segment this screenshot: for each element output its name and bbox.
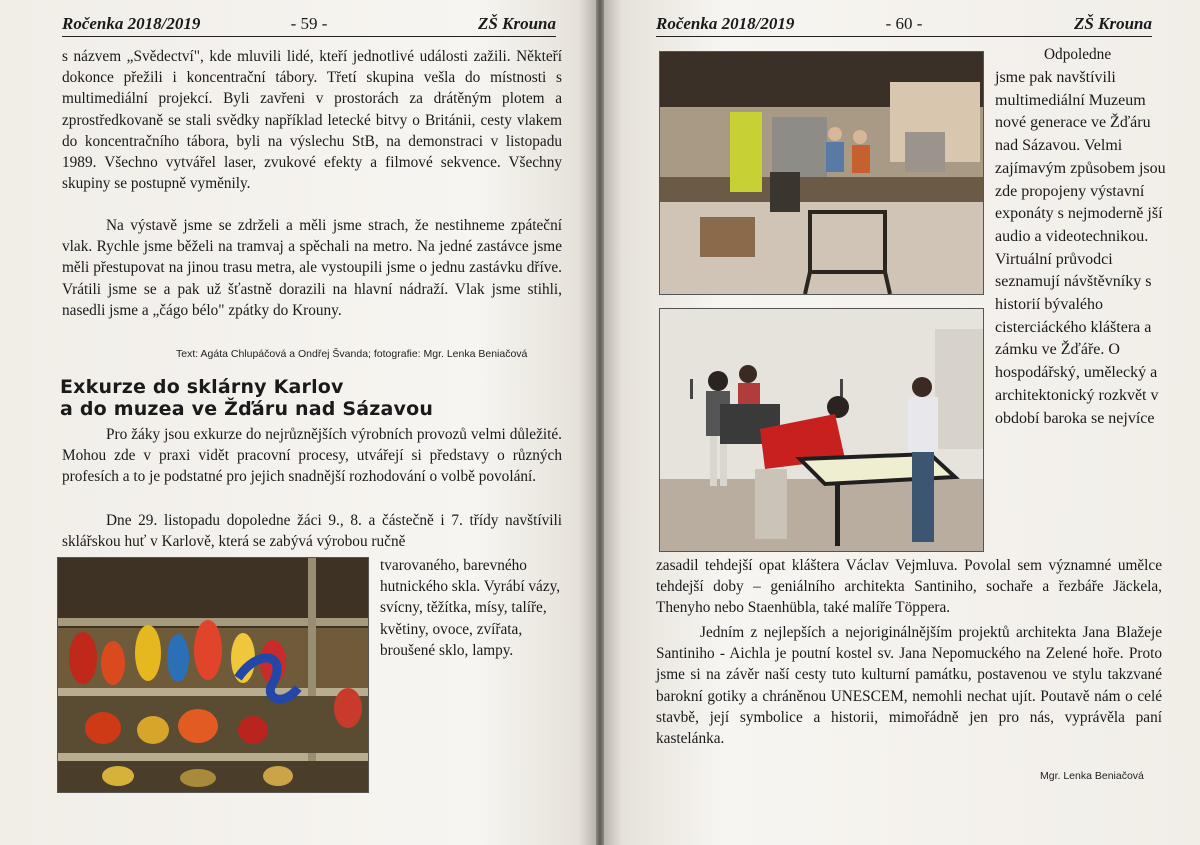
article-paragraph: jsme pak navštívili multimediální Muzeum nové generace ve Žďáru nad Sázavou. Velmi zajímavým způsobem jsou zde propojeny výstavní exponáty s nejmoderně jší audio a videotechnikou. Virtuální průvodci seznamují návštěvníky s historií bývalého cisterciáckého kláštera a zámku ve Žďáře. O hospodářský, umělecký a architektonický rozkvět v období baroka se nejvíce — [995, 69, 1166, 427]
article-heading — [60, 376, 560, 420]
article-paragraph: Pro žáky jsou exkurze do nejrůznějších výrobních provozů velmi důležité. Mohou zde v praxi vidět pracovní procesy, utvářejí si představy o různých profesích a to je podstatné pro jejich snadnější rozhodování o volbě povolání. — [62, 426, 562, 486]
yearbook-title: Ročenka 2018/2019 — [62, 14, 201, 33]
museum-photo — [659, 308, 984, 552]
article-paragraph: tvarovaného, barevného hutnického skla. Vyrábí vázy, svícny, těžítka, mísy, talíře, květiny, ovoce, zvířata, broušené sklo, lampy. — [380, 557, 561, 659]
article-paragraph: Odpoledne — [1044, 46, 1112, 63]
photo-credit: Text: Agáta Chlupáčová a Ondřej Švanda; fotografie: Mgr. Lenka Beniačová — [176, 348, 528, 360]
article-paragraph: Dne 29. listopadu dopoledne žáci 9., 8. a částečně i 7. třídy navštívili sklářskou huť v Karlově, která se zabývá výrobou ručně — [62, 512, 562, 551]
article-paragraph: zasadil tehdejší opat kláštera Václav Vejmluva. Povolal sem významné umělce tehdejší doby – geniálního architekta Santiniho, sochaře a řezbáře Jäckela, Thenyho nebo Staenhübla, také malíře Töppera. — [656, 557, 1162, 617]
article-paragraph: Jedním z nejlepších a nejoriginálnějším projektů architekta Jana Blažeje Santiniho - Aichla je poutní kostel sv. Jana Nepomuckého na Zelené hoře. Proto jsme si na závěr naší cesty tuto kulturní památku, postavenou ve stylu takzvané barokní gotiky a chráněnou UNESCEM, nemohli nechat ujít. Poutavě nám o celé stavbě, její symbolice a historii, mimořádně jen pro nás, vyprávěla paní kastelánka. — [656, 624, 1162, 748]
running-header — [62, 14, 556, 37]
book-gutter — [596, 0, 604, 845]
page-number: - 60 - — [885, 14, 923, 33]
glass-products-photo — [57, 557, 369, 793]
left-page — [0, 0, 596, 845]
article-paragraph: s názvem „Svědectví", kde mluvili lidé, kteří jednotlivé události zažili. Někteří dokonce přežili i koncentrační tábory. Třetí skupina vešla do místnosti s multimediální projekcí. Byli zavřeni v prostorách za drátěným plotem a zprostředkovaně se stali svědky například letecké bitvy o Británii, cesty vlakem do koncentračního tábora, byli na výslechu StB, na demonstraci v listopadu 1989. Všechno vytvářel laser, zvukové efekty a filmové sekvence. Všechny skupiny se postupně vyměnily. — [62, 48, 562, 193]
right-page — [604, 0, 1200, 845]
article-paragraph: Na výstavě jsme se zdrželi a měli jsme strach, že nestihneme zpáteční vlak. Rychle jsme běželi na tramvaj a spěchali na metro. Na jedné zastávce jsme měli přestupovat na jinou trasu metra, ale vystoupili jsme o jednu zastávku dříve. Vrátili jsme se a pak už šťastně dorazili na hlavní nádraží. Vlak jsme stihli, nasedli jsme a „čágo bélo" zpátky do Krouny. — [62, 217, 562, 319]
school-name: ZŠ Krouna — [478, 14, 556, 33]
author-credit: Mgr. Lenka Beniačová — [1040, 770, 1144, 782]
yearbook-title: Ročenka 2018/2019 — [656, 14, 795, 33]
school-name: ZŠ Krouna — [1074, 14, 1152, 33]
running-header — [656, 14, 1152, 37]
page-number: - 59 - — [290, 14, 328, 33]
heading-line: a do muzea ve Žďáru nad Sázavou — [60, 398, 434, 420]
heading-line: Exkurze do sklárny Karlov — [60, 376, 344, 398]
glassworks-photo — [659, 51, 984, 295]
